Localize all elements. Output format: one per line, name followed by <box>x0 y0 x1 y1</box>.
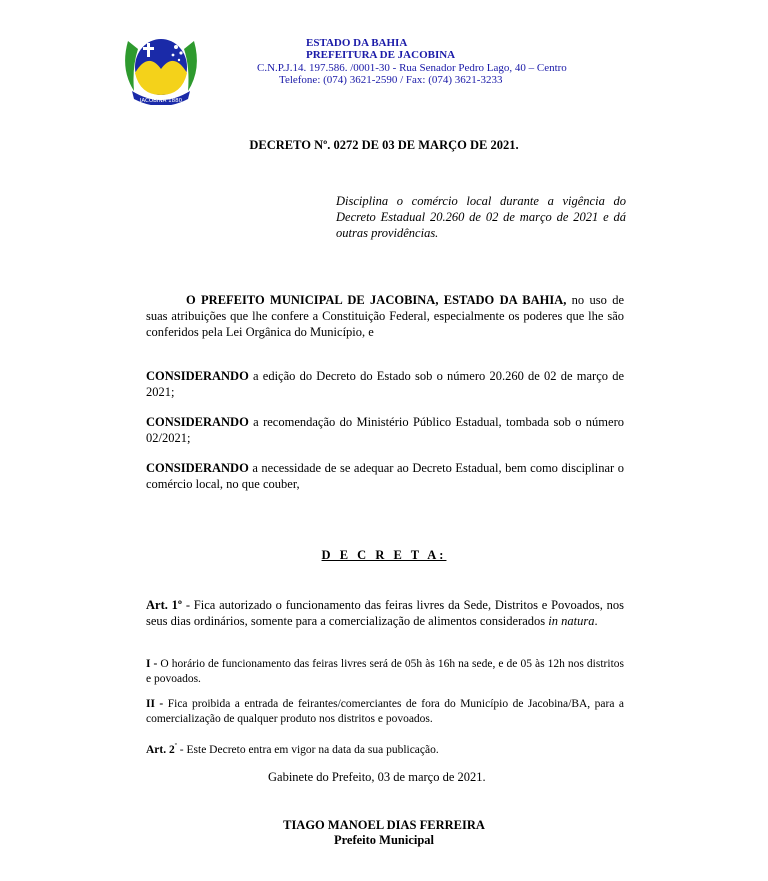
header-phone-fax: Telefone: (074) 3621-2590 / Fax: (074) 3621-3233 <box>279 74 503 86</box>
inciso-1: I - O horário de funcionamento das feiras livres será de 05h às 16h na sede, e de 05 às 12h nos distritos e povoados. <box>146 658 624 685</box>
article-1: Art. 1º - Fica autorizado o funcionamento das feiras livres da Sede, Distritos e Povoados, nos seus dias ordinários, somente para a comercialização de alimentos considerados in natura. <box>146 598 624 628</box>
preamble-bold: O PREFEITO MUNICIPAL DE JACOBINA, ESTADO DA BAHIA, <box>186 293 567 307</box>
considerando-1: CONSIDERANDO a edição do Decreto do Estado sob o número 20.260 de 02 de março de 2021; <box>146 369 624 399</box>
preamble-paragraph: O PREFEITO MUNICIPAL DE JACOBINA, ESTADO DA BAHIA, no uso de suas atribuições que lhe confere a Constituição Federal, especialmente os poderes que lhe são conferidos pela Lei Orgânica do Município, e <box>146 293 624 339</box>
decreta-heading: D E C R E T A: <box>321 548 447 562</box>
signatory-role: Prefeito Municipal <box>333 833 435 847</box>
decree-title: DECRETO Nº. 0272 DE 03 DE MARÇO DE 2021. <box>249 138 519 152</box>
municipal-seal-logo <box>118 33 204 105</box>
closing-place-date: Gabinete do Prefeito, 03 de março de 2021. <box>268 770 486 784</box>
header-state: ESTADO DA BAHIA <box>306 37 408 49</box>
decree-ementa: Disciplina o comércio local durante a vigência do Decreto Estadual 20.260 de 02 de março de 2021 e dá outras providências. <box>336 194 626 240</box>
header-cnpj-address: C.N.P.J.14. 197.586. /0001-30 - Rua Senador Pedro Lago, 40 – Centro <box>257 62 567 74</box>
considerando-2: CONSIDERANDO a recomendação do Ministério Público Estadual, tombada sob o número 02/2021; <box>146 415 624 445</box>
header-prefecture: PREFEITURA DE JACOBINA <box>306 49 456 61</box>
signatory-name: TIAGO MANOEL DIAS FERREIRA <box>283 818 485 832</box>
seal-icon <box>118 33 204 105</box>
considerando-3: CONSIDERANDO a necessidade de se adequar ao Decreto Estadual, bem como disciplinar o comércio local, no que couber, <box>146 461 624 491</box>
article-2: Art. $2^º$ - Este Decreto entra em vigor na data da sua publicação. <box>146 742 439 756</box>
seal-lettering: JACOBINA 1880 <box>139 98 183 104</box>
inciso-2: II - Fica proibida a entrada de feirantes/comerciantes de fora do Município de Jacobina/BA, para a comercialização de qualquer produto nos distritos e povoados. <box>146 698 625 725</box>
